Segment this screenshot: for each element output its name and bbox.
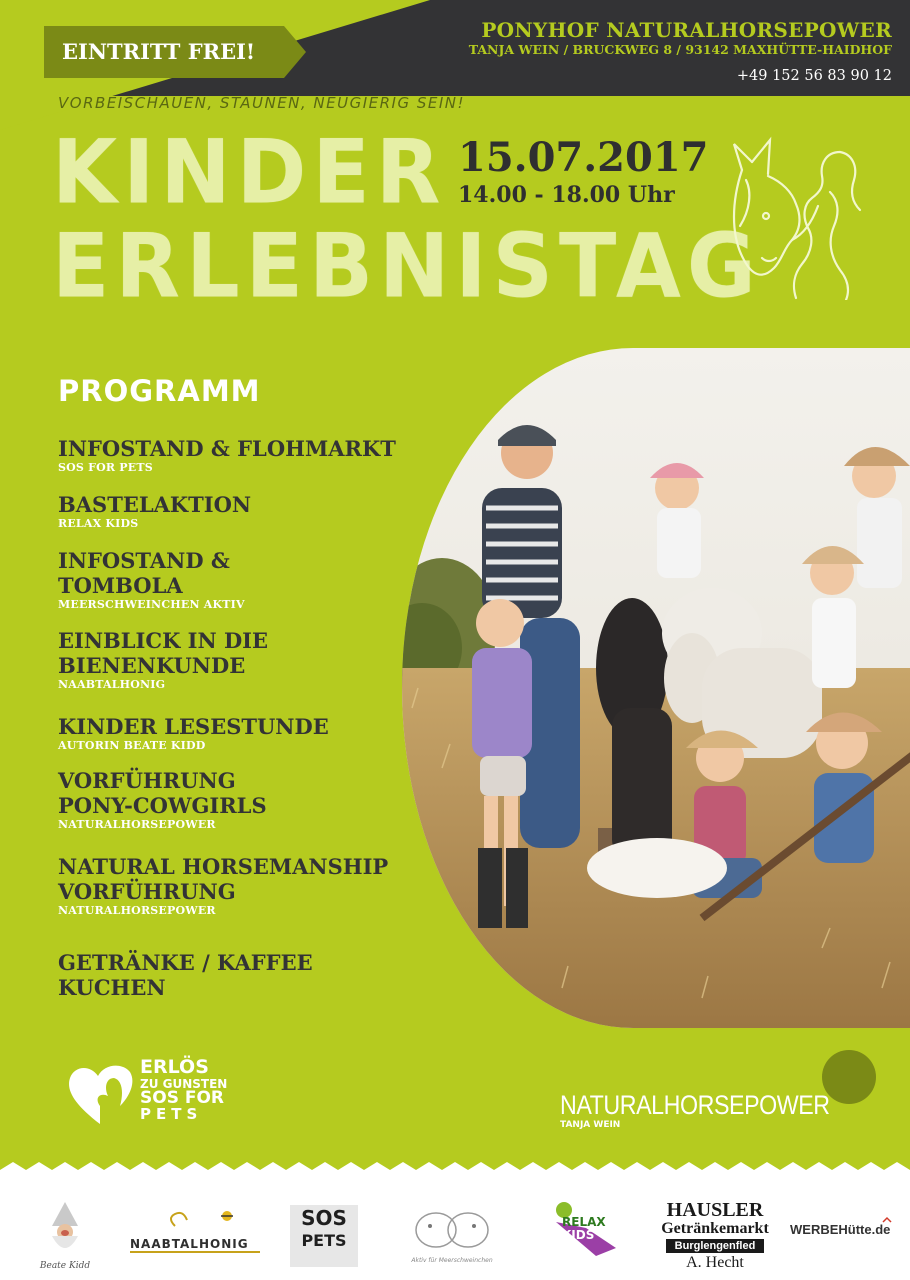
brand-sub: TANJA WEIN (560, 1120, 621, 1130)
sponsor-beate-kidd (30, 1200, 100, 1272)
footer-zigzag (0, 1162, 910, 1182)
sponsor-relax-kids (546, 1198, 628, 1268)
charity-line-2: ZU GUNSTEN (140, 1077, 228, 1091)
program-item-title: INFOSTAND & TOMBOLA (58, 548, 230, 598)
program-item-host: SOS FOR PETS (58, 461, 153, 474)
sos-label: SOS (301, 1206, 347, 1230)
title-line-1: KINDER (52, 120, 447, 224)
sponsor-sos-for-pets (290, 1205, 358, 1267)
title-line-2: ERLEBNISTAG (52, 214, 762, 318)
program-item-title: NATURAL HORSEMANSHIP VORFÜHRUNG (58, 854, 389, 904)
sponsor-meerschweinchen (404, 1204, 500, 1268)
program-item (58, 950, 418, 1000)
free-entry-banner: EINTRITT FREI! (44, 26, 284, 78)
program-item-title: BASTELAKTION (58, 492, 252, 517)
heart-horse-icon (64, 1058, 136, 1130)
hausler-location: Burglengenfled (666, 1239, 764, 1253)
program-item (58, 628, 418, 691)
charity-logo (140, 1058, 227, 1122)
program-item-host: RELAX KIDS (58, 517, 139, 530)
program-item-host: NAABTALHONIG (58, 678, 166, 691)
house-icon (882, 1216, 892, 1226)
relax-label: RELAX (562, 1215, 606, 1229)
program-item-host: MEERSCHWEINCHEN AKTIV (58, 598, 245, 611)
charity-line-4: PETS (140, 1105, 203, 1123)
hausler-type: Getränkemarkt (661, 1220, 769, 1237)
gnome-icon (30, 1200, 100, 1256)
event-date: 15.07.2017 (458, 134, 709, 181)
program-item (58, 714, 418, 752)
bee-icon (165, 1208, 245, 1232)
program-item-host: NATURALHORSEPOWER (58, 818, 216, 831)
program-item-host: NATURALHORSEPOWER (58, 904, 216, 917)
event-time: 14.00 - 18.00 Uhr (458, 182, 675, 208)
pets-label: PETS (301, 1231, 347, 1250)
relax-kids-label (562, 1216, 606, 1242)
hausler-name: HAUSLER (666, 1199, 764, 1221)
guinea-pig-icon (404, 1204, 500, 1252)
horse-and-girl-icon (722, 130, 872, 300)
werbehuette-label: WERBEHütte.de (790, 1222, 891, 1237)
tagline: VORBEISCHAUEN, STAUNEN, NEUGIERIG SEIN! (58, 94, 466, 112)
sponsor-hausler (660, 1200, 770, 1274)
program-item-title: EINBLICK IN DIE BIENENKUNDE (58, 628, 269, 678)
beate-kidd-label: Beate Kidd (39, 1261, 91, 1271)
program-heading: PROGRAMM (58, 374, 261, 408)
program-item (58, 492, 418, 530)
program-item (58, 436, 418, 474)
organizer-address: TANJA WEIN / BRUCKWEG 8 / 93142 MAXHÜTTE-HAIDHOF (468, 42, 892, 57)
brand-emblem-icon (822, 1050, 876, 1104)
organizer-name: PONYHOF NATURALHORSEPOWER (481, 18, 892, 42)
program-item-title: INFOSTAND & FLOHMARKT (58, 436, 396, 461)
organizer-phone: +49 152 56 83 90 12 (736, 68, 892, 84)
program-item (58, 548, 418, 611)
brand-name: NATURALHORSEPOWER (560, 1090, 830, 1120)
charity-line-3: SOS FOR (140, 1088, 225, 1108)
program-item-title: KINDER LESESTUNDE (58, 714, 329, 739)
program-item (58, 854, 418, 917)
sponsor-naabtalhonig (130, 1208, 260, 1258)
charity-line-1: ERLÖS (140, 1056, 209, 1078)
sponsor-werbehuette (790, 1222, 900, 1252)
program-item-host: AUTORIN BEATE KIDD (58, 739, 206, 752)
program-item-title: GETRÄNKE / KAFFEE KUCHEN (58, 950, 313, 1000)
hausler-owner: A. Hecht (686, 1254, 744, 1271)
naabtalhonig-label: NAABTALHONIG (130, 1237, 260, 1253)
kids-label: KIDS (562, 1228, 595, 1242)
meerschweinchen-label: Aktiv für Meerschweinchen (411, 1257, 493, 1264)
program-item (58, 768, 418, 831)
program-item-title: VORFÜHRUNG PONY-COWGIRLS (58, 768, 267, 818)
children-with-ponies-photo (402, 348, 910, 1028)
